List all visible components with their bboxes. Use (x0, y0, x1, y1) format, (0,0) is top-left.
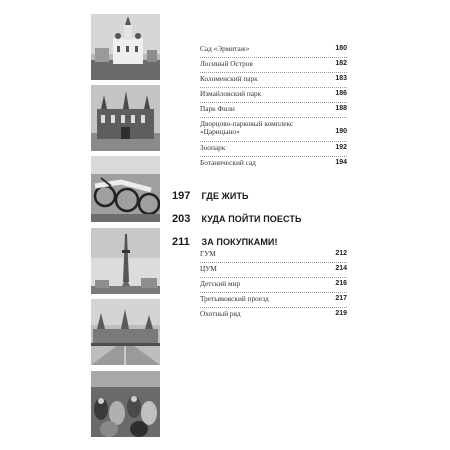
divider (200, 262, 347, 263)
page-number: 182 (335, 60, 347, 67)
page-number: 183 (335, 75, 347, 82)
toc-entry: Коломенский парк 183 (200, 74, 347, 83)
chapter-title: ЗА ПОКУПКАМИ! (201, 237, 278, 247)
divider (200, 307, 347, 308)
toc-entry: Зоопарк 192 (200, 143, 347, 152)
chapter-page-number: 211 (172, 236, 190, 248)
chapter-heading-where-to-stay (172, 186, 372, 204)
chapter-heading-where-to-eat (172, 209, 372, 227)
toc-entry: Лосиный Остров 182 (200, 59, 347, 68)
toc-entry: Дворцово-парковый комплекс «Царицыно» 190 (200, 119, 347, 137)
chapter-page-number: 203 (172, 213, 191, 225)
toc-entry: Третьяковский проезд 217 (200, 294, 347, 303)
toc-entry: Детский мир 216 (200, 279, 347, 288)
toc-entry: Измайловский парк 186 (200, 89, 347, 98)
kremlin-photo (91, 299, 160, 365)
church-photo (91, 14, 160, 80)
toc-entry: Ботанический сад 194 (200, 158, 347, 167)
page-number: 219 (335, 310, 347, 317)
souvenirs-photo (91, 371, 160, 437)
toc-entry: ЦУМ 214 (200, 264, 347, 273)
chapter-title: ГДЕ ЖИТЬ (201, 191, 249, 201)
page-number: 212 (335, 250, 347, 257)
toc-entry: Парк Фили 188 (200, 104, 347, 113)
divider (200, 277, 347, 278)
divider (200, 102, 347, 103)
bicycles-photo (91, 156, 160, 222)
tv-tower-photo (91, 228, 160, 294)
divider (200, 87, 347, 88)
toc-entry: Охотный ряд 219 (200, 309, 347, 318)
divider (200, 117, 347, 118)
table-of-contents (172, 0, 347, 450)
page-number: 192 (335, 144, 347, 151)
toc-entry: ГУМ 212 (200, 249, 347, 258)
page-number: 194 (335, 159, 347, 166)
divider (200, 141, 347, 142)
page-number: 186 (335, 90, 347, 97)
page-number: 188 (335, 105, 347, 112)
divider (200, 292, 347, 293)
photo-strip (91, 14, 160, 437)
divider (200, 156, 347, 157)
page-number: 214 (335, 265, 347, 272)
chapter-heading-shopping (172, 232, 372, 250)
toc-entry: Сад «Эрмитаж» 180 (200, 44, 347, 53)
chapter-page-number: 197 (172, 190, 191, 202)
museum-photo (91, 85, 160, 151)
divider (200, 72, 347, 73)
page-number: 217 (335, 295, 347, 302)
page-number: 216 (335, 280, 347, 287)
page-number: 190 (335, 128, 347, 136)
divider (200, 57, 347, 58)
chapter-title: КУДА ПОЙТИ ПОЕСТЬ (201, 214, 302, 224)
page-number: 180 (335, 45, 347, 52)
